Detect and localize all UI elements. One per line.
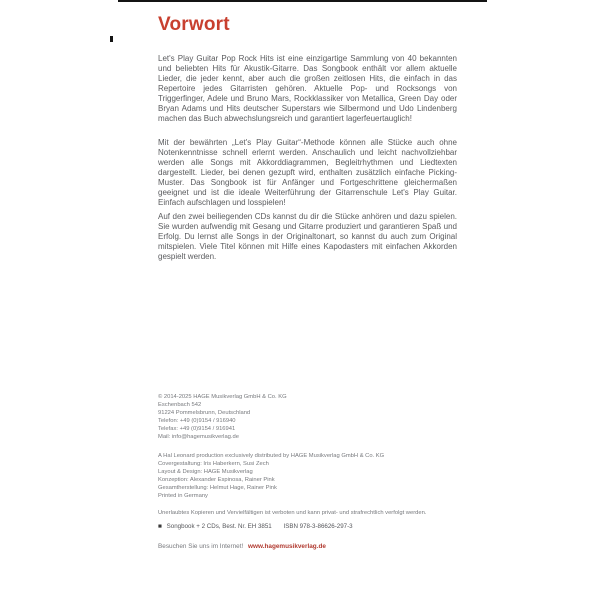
publisher-address-block [158,393,478,441]
square-bullet-icon: ■ [158,523,162,530]
publisher-mail-line: Mail: info@hagemusikverlag.de [158,434,239,440]
production-credits-block [158,452,478,500]
publisher-phone-line: Telefon: +49 (0)9154 / 916940 [158,418,236,424]
product-isbn: ISBN 978-3-86626-297-3 [283,523,353,530]
publisher-city-line: 91224 Pommelsbrunn, Deutschland [158,410,251,416]
distribution-line: A Hal Leonard production exclusively distributed by HAGE Musikverlag GmbH & Co. KG [158,453,385,459]
website-url: www.hagemusikverlag.de [248,543,326,550]
copyright-publisher-line: © 2014-2025 HAGE Musikverlag GmbH & Co. KG [158,394,287,400]
printed-in-line: Printed in Germany [158,493,208,499]
website-invitation-line [158,542,488,551]
layout-design-line: Layout & Design: HAGE Musikverlag [158,469,253,475]
foreword-paragraph-3: Auf den zwei beiliegenden CDs kannst du dir die Stücke anhören und dazu spielen. Sie wurden aufwendig mit Gesang und Gitarre produziert und garantieren Spaß und Erfolg. Du lernst alle Songs in der Originaltonart, so kannst du auch zum Original mitspielen. Viele Titel können mit Hilfe eines Kapodasters mit einfachen Akkorden gespielt werden. [158,212,457,261]
publisher-street-line: Eschenbach 542 [158,402,202,408]
product-label: Songbook + 2 CDs, Best. Nr. EH 3851 [166,523,272,530]
cover-design-line: Covergestaltung: Iris Haberkern, Susi Zech [158,461,269,467]
foreword-paragraph-2: Mit der bewährten „Let's Play Guitar“-Methode können alle Stücke auch ohne Notenkenntnisse schnell erlernt werden. Anschaulich und leicht nachvollziehbar werden alle Songs mit Akkorddiagrammen, Begleitrhythmen und Liedtexten dargestellt. Lieder, bei denen gezupft wird, enthalten zusätzlich einfache Picking-Muster. Das Songbook ist für Anfänger und Fortgeschrittene gleichermaßen geeignet und ist die ideale Weiterführung der Gitarrenschule Let's Play Guitar. Einfach aufschlagen und losspielen! [158,138,457,207]
scan-artifact-mark [110,36,113,42]
concept-line: Konzeption: Alexander Espinosa, Rainer Pink [158,477,275,483]
foreword-paragraph-1: Let's Play Guitar Pop Rock Hits ist eine einzigartige Sammlung von 40 bekannten und beliebten Hits für Akustik-Gitarre. Das Songbook enthält vor allem aktuelle Lieder, die jeder kennt, aber auch die großen zeitlosen Hits, die einfach in das Repertoire jedes Gitarristen gehören. Aktuelle Pop- und Rocksongs von Triggerfinger, Adele und Bruno Mars, Rockklassiker von Metallica, Green Day oder Bryan Adams und Hits deutscher Superstars wie Silbermond und Udo Lindenberg machen das Buch abwechslungsreich und garantiert lagerfeuertauglich! [158,54,457,123]
publisher-fax-line: Telefax: +49 (0)9154 / 916941 [158,426,236,432]
website-prefix-text: Besuchen Sie uns im Internet! [158,543,244,550]
page-top-edge-line [118,0,487,2]
copy-protection-notice: Unerlaubtes Kopieren und Vervielfältigen ist verboten und kann privat- und strafrechtlich verfolgt werden. [158,510,427,516]
page-title: Vorwort [158,14,230,35]
overall-production-line: Gesamtherstellung: Helmut Hage, Rainer Pink [158,485,277,491]
product-info-line [158,522,488,531]
